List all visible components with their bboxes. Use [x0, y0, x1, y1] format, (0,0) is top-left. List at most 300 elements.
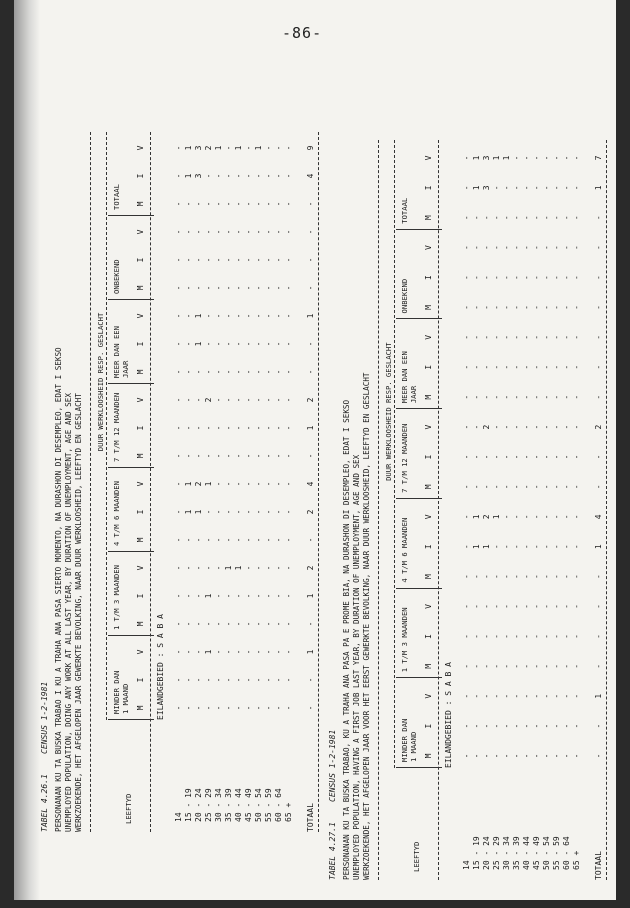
table-cell: - [572, 574, 581, 579]
table-cell: - [264, 313, 273, 319]
table-cell: 1 [194, 341, 203, 347]
table-cell: - [234, 229, 243, 235]
group-divider [396, 318, 442, 319]
table-cell: - [522, 723, 531, 729]
table-cell: - [254, 201, 263, 207]
table-cell: 1 [234, 565, 243, 571]
total-cell: 4 [594, 514, 603, 520]
table-cell: - [532, 574, 541, 579]
age-label: 30 - 34 [214, 788, 223, 822]
age-label: 45 - 49 [244, 788, 253, 822]
table-cell: - [254, 341, 263, 347]
table-cell: - [542, 723, 551, 729]
table-cell: - [214, 677, 223, 683]
table-cell: - [284, 201, 293, 207]
table-cell: - [234, 649, 243, 655]
table-cell: - [472, 484, 481, 490]
table-cell: - [532, 245, 541, 251]
table-cell: - [274, 173, 283, 179]
table-cell: - [552, 305, 561, 310]
table-cell: - [284, 341, 293, 347]
page-number: -86- [282, 24, 323, 42]
age-label: 20 - 24 [194, 788, 203, 822]
table-cell: - [284, 313, 293, 319]
table-cell: - [522, 693, 531, 699]
table-cell: - [542, 693, 551, 699]
table-cell: - [174, 285, 183, 291]
table-cell: - [472, 604, 481, 609]
table-cell: - [502, 633, 511, 639]
table-cell: - [462, 245, 471, 251]
table-cell: - [274, 677, 283, 683]
table-cell: - [254, 257, 263, 263]
table-cell: - [224, 173, 233, 179]
table-cell: 1 [194, 313, 203, 319]
total-label: TOTAAL [306, 803, 315, 832]
age-label: 55 - 59 [264, 788, 273, 822]
table-cell: - [244, 509, 253, 515]
table-cell: - [274, 201, 283, 207]
table-cell: - [512, 753, 521, 759]
table-cell: - [254, 649, 263, 655]
region-label: EILANDGEBIED : S A B A [156, 614, 165, 720]
table-cell: - [522, 364, 531, 370]
table-cell: - [512, 723, 521, 729]
table-cell: - [174, 593, 183, 599]
table-cell: - [512, 604, 521, 609]
table-cell: - [224, 481, 233, 487]
table-cell: - [552, 484, 561, 490]
leeftyd-header: LEEFTYD [412, 841, 421, 872]
sub-header: I [424, 185, 433, 191]
table-cell: - [254, 369, 263, 375]
table-cell: - [502, 753, 511, 759]
table-cell: - [492, 454, 501, 460]
table-cell: - [472, 275, 481, 280]
table-cell: - [532, 663, 541, 669]
total-cell: - [306, 537, 315, 543]
group-header: JAAR [121, 360, 130, 378]
table-cell: - [512, 364, 521, 370]
table-cell: - [264, 481, 273, 487]
table-cell: - [234, 537, 243, 543]
table-cell: - [194, 229, 203, 235]
table-cell: - [532, 604, 541, 609]
sub-header: V [136, 649, 145, 655]
total-cell: - [306, 369, 315, 375]
table-cell: - [284, 705, 293, 711]
table-cell: - [184, 677, 193, 683]
table-cell: - [214, 257, 223, 263]
table-cell: - [492, 305, 501, 310]
table-cell: - [234, 593, 243, 599]
table-cell: - [264, 285, 273, 291]
table-cell: - [284, 229, 293, 235]
table-cell: - [462, 693, 471, 699]
table-cell: - [482, 454, 491, 460]
group-header: 4 T/M 6 MAANDEN [400, 517, 409, 583]
table-cell: - [234, 705, 243, 711]
age-label: 15 - 19 [184, 788, 193, 822]
table-cell: - [562, 604, 571, 609]
table-cell: - [502, 275, 511, 280]
table-cell: - [552, 514, 561, 520]
total-cell: - [594, 604, 603, 609]
total-cell: - [306, 341, 315, 347]
table-cell: - [542, 245, 551, 251]
total-cell: - [594, 245, 603, 251]
age-label: 40 - 44 [234, 788, 243, 822]
table-cell: - [512, 544, 521, 550]
table-cell: - [482, 215, 491, 221]
table-cell: - [244, 649, 253, 655]
group-header: 1 MAAND [409, 731, 418, 762]
sub-header: M [424, 574, 433, 579]
table-cell: - [562, 394, 571, 400]
table-cell: - [522, 305, 531, 310]
table-cell: - [492, 574, 501, 579]
table-cell: - [264, 509, 273, 515]
sub-header: I [424, 723, 433, 729]
table-cell: - [472, 305, 481, 310]
table-cell: - [462, 574, 471, 579]
table-cell: - [492, 424, 501, 430]
table-cell: - [244, 369, 253, 375]
table-cell: - [204, 369, 213, 375]
table-cell: - [174, 677, 183, 683]
table-cell: - [284, 173, 293, 179]
table-cell: - [462, 723, 471, 729]
table-cell: - [572, 484, 581, 490]
table-cell: - [472, 693, 481, 699]
table-cell: - [224, 705, 233, 711]
table-cell: - [194, 285, 203, 291]
table-cell: - [492, 723, 501, 729]
table-cell: - [502, 364, 511, 370]
table-cell: - [284, 369, 293, 375]
table-cell: 1 [502, 155, 511, 161]
total-cell: - [306, 229, 315, 235]
table-cell: - [194, 621, 203, 627]
table-cell: - [542, 753, 551, 759]
table-cell: - [204, 173, 213, 179]
table-cell: - [274, 369, 283, 375]
total-cell: - [594, 334, 603, 340]
table-cell: - [214, 621, 223, 627]
table-cell: - [532, 544, 541, 550]
table-cell: 1 [472, 155, 481, 161]
total-cell: - [594, 484, 603, 490]
sub-header: M [424, 484, 433, 490]
group-header: 1 T/M 3 MAANDEN [112, 565, 121, 630]
table-rule-bottom [318, 132, 319, 832]
table-cell: - [502, 454, 511, 460]
table-cell: - [244, 677, 253, 683]
table-cell: - [552, 185, 561, 191]
table-cell: - [194, 397, 203, 403]
table-cell: - [532, 394, 541, 400]
table-cell: - [522, 574, 531, 579]
table-cell: - [204, 425, 213, 431]
table-cell: - [552, 693, 561, 699]
group-header: 7 T/M 12 MAANDEN [112, 392, 121, 462]
table-cell: - [492, 604, 501, 609]
sub-header: M [424, 753, 433, 759]
table-cell: - [522, 185, 531, 191]
table-cell: - [214, 369, 223, 375]
total-cell: - [306, 257, 315, 263]
table-cell: - [572, 364, 581, 370]
table-cell: - [572, 394, 581, 400]
table-cell: - [274, 593, 283, 599]
table-cell: - [552, 574, 561, 579]
table-cell: - [204, 705, 213, 711]
table-cell: - [204, 453, 213, 459]
table-cell: - [502, 604, 511, 609]
table-cell: - [174, 621, 183, 627]
sub-header: V [136, 565, 145, 571]
table-cell: - [254, 705, 263, 711]
table-cell: - [174, 201, 183, 207]
table-cell: - [522, 454, 531, 460]
table-cell: - [254, 313, 263, 319]
table-cell: - [502, 394, 511, 400]
table-cell: 3 [482, 155, 491, 161]
table-cell: - [264, 537, 273, 543]
table-cell: - [492, 633, 501, 639]
table-cell: - [254, 677, 263, 683]
table-cell: - [274, 341, 283, 347]
table-cell: - [492, 693, 501, 699]
table-cell: - [502, 514, 511, 520]
table-cell: - [224, 313, 233, 319]
total-cell: - [594, 723, 603, 729]
total-cell: 1 [306, 593, 315, 599]
table-cell: - [234, 677, 243, 683]
table-cell: - [284, 593, 293, 599]
table-cell: - [174, 565, 183, 571]
total-cell: - [594, 454, 603, 460]
total-cell: 7 [594, 155, 603, 161]
table-cell: - [512, 514, 521, 520]
table-cell: - [274, 285, 283, 291]
table-cell: - [254, 481, 263, 487]
table-cell: - [562, 215, 571, 221]
table-cell: - [204, 565, 213, 571]
table-cell: - [512, 484, 521, 490]
group-header: MEER DAN EEN [400, 351, 409, 404]
table-cell: - [512, 245, 521, 251]
table-cell: 1 [482, 544, 491, 550]
group-divider [108, 383, 154, 384]
scanned-page [14, 0, 616, 900]
table-cell: - [552, 215, 561, 221]
table-cell: - [194, 453, 203, 459]
table-cell: - [234, 285, 243, 291]
table-cell: 3 [194, 145, 203, 151]
table-cell: 1 [234, 145, 243, 151]
group-divider [396, 408, 442, 409]
table-cell: 1 [214, 145, 223, 151]
table-cell: - [214, 705, 223, 711]
table-cell: - [254, 509, 263, 515]
table-cell: - [532, 275, 541, 280]
age-label: 14 [174, 812, 183, 822]
table-cell: - [562, 753, 571, 759]
table-cell: - [462, 334, 471, 340]
table-cell: - [224, 621, 233, 627]
table-cell: - [174, 537, 183, 543]
table-cell: - [184, 453, 193, 459]
table-cell: - [184, 341, 193, 347]
table-cell: - [522, 215, 531, 221]
total-cell: - [306, 677, 315, 683]
table-2 [328, 120, 608, 880]
table-cell: - [214, 201, 223, 207]
table-cell: - [254, 593, 263, 599]
table-cell: 3 [194, 173, 203, 179]
table-cell: - [264, 649, 273, 655]
table-cell: - [542, 633, 551, 639]
table-cell: - [542, 484, 551, 490]
table-cell: - [244, 173, 253, 179]
table-cell: - [214, 397, 223, 403]
total-cell: 1 [594, 544, 603, 550]
table-cell: - [502, 334, 511, 340]
table-cell: - [572, 753, 581, 759]
table-cell: - [234, 173, 243, 179]
table-label: TABEL 4.27.1 [328, 822, 337, 880]
table-cell: - [482, 484, 491, 490]
census-label: CENSUS 1-2-1981 [328, 729, 337, 802]
table-cell: - [244, 397, 253, 403]
table-cell: - [492, 245, 501, 251]
table-cell: - [174, 173, 183, 179]
table-cell: - [204, 509, 213, 515]
table-cell: - [572, 334, 581, 340]
table-cell: - [532, 723, 541, 729]
table-cell: - [184, 537, 193, 543]
table-cell: - [194, 565, 203, 571]
total-cell: - [306, 621, 315, 627]
table-cell: - [174, 509, 183, 515]
group-divider [108, 467, 154, 468]
table-cell: - [532, 364, 541, 370]
header-rule [394, 140, 395, 768]
table-cell: - [254, 537, 263, 543]
table-cell: - [512, 185, 521, 191]
table-cell: - [552, 604, 561, 609]
table-cell: 1 [184, 145, 193, 151]
table-cell: - [184, 285, 193, 291]
table-cell: - [462, 305, 471, 310]
table-cell: - [244, 705, 253, 711]
sub-header: V [136, 313, 145, 319]
table-cell: - [254, 229, 263, 235]
total-cell: 4 [306, 481, 315, 487]
table-cell: - [224, 453, 233, 459]
table-cell: - [194, 677, 203, 683]
table-cell: - [462, 663, 471, 669]
table-title-line: UNEMPLOYED POPULATION, HAVING A FIRST JOB LAST YEAR, BY DURATION OF UNEMPLOYMENT, AGE AND SEX [352, 454, 361, 880]
table-cell: - [542, 275, 551, 280]
table-cell: - [532, 633, 541, 639]
table-cell: - [184, 369, 193, 375]
table-cell: - [214, 509, 223, 515]
table-cell: - [234, 453, 243, 459]
sub-header: M [424, 215, 433, 221]
table-cell: - [562, 574, 571, 579]
table-cell: - [532, 305, 541, 310]
age-label: 14 [462, 860, 471, 870]
age-label: 55 - 59 [552, 836, 561, 870]
group-header: JAAR [409, 385, 418, 404]
group-divider [108, 635, 154, 636]
table-cell: - [224, 509, 233, 515]
table-cell: - [174, 313, 183, 319]
table-cell: - [214, 537, 223, 543]
table-cell: - [194, 649, 203, 655]
table-cell: - [522, 663, 531, 669]
table-cell: - [502, 484, 511, 490]
table-cell: - [572, 305, 581, 310]
table-cell: - [214, 649, 223, 655]
table-title-line: WERKZOEKENDE, HET AFGELOPEN JAAR VOOR HET EERST GEWERKTE BEVOLKING, NAAR DUUR WERKLOOSHEID, LEEFTYD EN GESLACHT [362, 372, 371, 880]
table-cell: - [264, 341, 273, 347]
table-cell: - [512, 424, 521, 430]
table-cell: - [472, 364, 481, 370]
table-cell: - [532, 424, 541, 430]
table-cell: - [532, 185, 541, 191]
table-cell: - [274, 313, 283, 319]
sub-header: V [424, 155, 433, 161]
table-cell: - [562, 334, 571, 340]
table-cell: - [244, 285, 253, 291]
duur-header: DUUR WERKLOOSHEID RESP. GESLACHT [384, 342, 393, 481]
table-cell: - [482, 305, 491, 310]
table-cell: - [552, 155, 561, 161]
table-cell: - [472, 574, 481, 579]
table-cell: - [274, 425, 283, 431]
group-divider [108, 299, 154, 300]
table-cell: - [244, 145, 253, 151]
table-cell: - [522, 155, 531, 161]
table-cell: - [562, 424, 571, 430]
table-cell: - [552, 394, 561, 400]
table-cell: - [562, 693, 571, 699]
table-cell: - [552, 364, 561, 370]
table-cell: 1 [492, 514, 501, 520]
table-cell: - [552, 275, 561, 280]
table-cell: - [552, 723, 561, 729]
table-cell: - [532, 215, 541, 221]
table-cell: - [502, 693, 511, 699]
sub-header: I [424, 544, 433, 550]
table-cell: - [492, 334, 501, 340]
table-cell: - [244, 425, 253, 431]
table-cell: - [562, 514, 571, 520]
table-cell: - [254, 425, 263, 431]
table-cell: - [284, 509, 293, 515]
table-cell: - [194, 201, 203, 207]
table-cell: - [184, 229, 193, 235]
table-cell: - [482, 723, 491, 729]
table-cell: - [214, 425, 223, 431]
sub-header: V [136, 145, 145, 151]
table-cell: - [542, 544, 551, 550]
table-cell: - [274, 145, 283, 151]
header-rule-bottom [438, 140, 439, 880]
